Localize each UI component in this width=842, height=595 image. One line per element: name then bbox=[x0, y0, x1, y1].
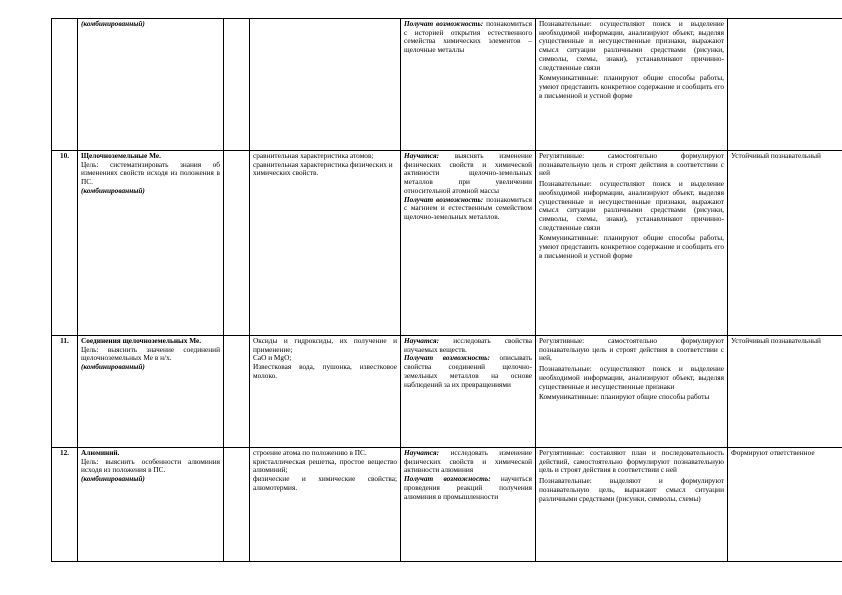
lesson-number: 12. bbox=[52, 448, 78, 562]
result-label: Получат возможность: bbox=[404, 474, 491, 484]
uud-text: самостоятельно формулируют познавательную цель и строят действия в соответствии с ней, bbox=[539, 336, 725, 363]
uud-text: планируют общие способы работы, умеют представить конкретное содержание и сообщить его в письменной и устной форме bbox=[539, 73, 724, 100]
uud-label: Познавательные: bbox=[539, 364, 592, 374]
content-cell bbox=[250, 448, 401, 562]
personal-results-cell bbox=[728, 19, 842, 151]
topic-title: Алюминий. bbox=[81, 448, 120, 457]
personal-results-cell: Устойчивый познавательный bbox=[728, 151, 842, 336]
result-text: исследовать свойства изучаемых веществ. bbox=[404, 336, 532, 354]
uud-label: Познавательные: bbox=[539, 179, 592, 189]
personal-results-cell: Формируют ответственное bbox=[728, 448, 842, 562]
empty-cell bbox=[224, 19, 250, 151]
result-label: Получат возможность: bbox=[404, 194, 484, 204]
topic-goal: Цель: выяснить значение соединений щелочноземельных Ме в н/х. bbox=[81, 344, 220, 363]
lesson-plan-table bbox=[51, 18, 842, 562]
table-row bbox=[52, 19, 842, 151]
topic-cell bbox=[78, 151, 224, 336]
table-row bbox=[52, 151, 842, 336]
content-item: Оксиды и гидроксиды, их получение и применение; bbox=[253, 336, 397, 354]
lesson-type: (комбинированный) bbox=[81, 474, 145, 484]
topic-cell bbox=[78, 336, 224, 448]
empty-cell bbox=[224, 336, 250, 448]
uud-label: Регулятивные: bbox=[539, 336, 585, 345]
uud-cell bbox=[536, 151, 728, 336]
uud-cell bbox=[536, 19, 728, 151]
uud-text: осуществляют поиск и выделение необходимой информации, анализируют объект, выделяя существенные и несущественные признаки bbox=[539, 364, 724, 391]
uud-text: планируют общие способы работы bbox=[600, 392, 710, 402]
uud-cell bbox=[536, 336, 728, 448]
uud-cell bbox=[536, 448, 728, 562]
uud-text: составляют план и последовательность действий, самостоятельно формулируют познавательную цель и строят действия в соответствии с ней bbox=[539, 448, 725, 475]
content-item: CaO и MgO; bbox=[253, 353, 292, 363]
lesson-number: 11. bbox=[52, 336, 78, 448]
content-item: физические и химические свойства; алюмотермия. bbox=[253, 474, 397, 492]
table-row bbox=[52, 448, 842, 562]
uud-label: Коммуникативные: bbox=[539, 392, 599, 402]
topic-cell bbox=[78, 19, 224, 151]
uud-text: осуществляют поиск и выделение необходимой информации, анализируют объект, выделяя существенные и несущественные признаки, выражают смысл ситуации различными средствами (рисунки, символы, схемы, знаки), устанавливают причинно-следственные связи bbox=[539, 179, 724, 232]
uud-text: самостоятельно формулируют познавательную цель и строят действия в соответствии с ней bbox=[539, 151, 725, 178]
result-label: Научатся: bbox=[404, 151, 440, 160]
topic-goal: Цель: выяснить особенности алюминия исходя из положения в ПС. bbox=[81, 456, 220, 475]
topic-goal: Цель: систематизировать знания об изменениях свойств исходя из положения в ПС. bbox=[81, 159, 220, 187]
uud-label: Регулятивные: bbox=[539, 151, 585, 160]
result-text: описывать свойства соединений щелочно-земельных металлов на основе наблюдений за их превращениями bbox=[404, 353, 532, 389]
uud-label: Коммуникативные: bbox=[539, 233, 599, 243]
subject-results-cell bbox=[401, 448, 536, 562]
result-label: Научатся: bbox=[404, 336, 440, 345]
uud-label: Регулятивные: bbox=[539, 448, 585, 457]
content-item: кристаллическая решетка, простое вещество алюминий; bbox=[253, 456, 397, 475]
subject-results-cell bbox=[401, 151, 536, 336]
result-text: научиться проведения реакций получения алюминия в промышленности bbox=[404, 474, 532, 501]
lesson-type: (комбинированный) bbox=[81, 362, 145, 372]
content-cell bbox=[250, 336, 401, 448]
uud-text: планируют общие способы работы, умеют представить конкретное содержание и сообщить его в письменной и устной форме bbox=[539, 233, 724, 260]
result-text: познакомиться с магнием и естественным семейством щелочно-земельных металлов. bbox=[404, 194, 533, 221]
content-item: Известковая вода, пушонка, известковое молоко. bbox=[253, 362, 397, 380]
lesson-type: (комбинированный) bbox=[81, 19, 145, 28]
table-row bbox=[52, 336, 842, 448]
topic-title: Щелочноземельные Ме. bbox=[81, 151, 161, 160]
uud-text: выделяют и формулируют познавательную цель, выражают смысл ситуации различными средствами (рисунки, символы, схемы) bbox=[539, 476, 724, 503]
subject-results-cell bbox=[401, 19, 536, 151]
result-label: Получат возможность: bbox=[404, 19, 484, 28]
uud-text: осуществляют поиск и выделение необходимой информации, анализируют объект, выделяя существенные и несущественные признаки, выражают смысл ситуации различными средствами (рисунки, символы, схемы, знаки), устанавливают причинно-следственные связи bbox=[539, 19, 724, 72]
result-label: Получат возможность: bbox=[404, 353, 490, 363]
empty-cell bbox=[224, 151, 250, 336]
result-text: исследовать изменение физических свойств и химической активности алюминия bbox=[404, 448, 533, 475]
content-item: сравнительная характеристика физических и химических свойств. bbox=[253, 159, 393, 178]
content-cell bbox=[250, 151, 401, 336]
result-text: познакомиться с историей открытия естественного семейства химических элементов – щелочные металлы bbox=[404, 19, 533, 55]
result-label: Научатся: bbox=[404, 448, 440, 457]
result-text: выяснять изменение физических свойств и химической активности щелочно-земельных металлов при увеличении относительной атомной массы bbox=[404, 151, 533, 195]
content-item: строение атома по положению в ПС. bbox=[253, 448, 367, 457]
uud-label: Познавательные: bbox=[539, 19, 592, 28]
lesson-type: (комбинированный) bbox=[81, 185, 145, 195]
content-cell bbox=[250, 19, 401, 151]
empty-cell bbox=[224, 448, 250, 562]
uud-label: Коммуникативные: bbox=[539, 73, 599, 83]
topic-cell bbox=[78, 448, 224, 562]
uud-label: Познавательные: bbox=[539, 476, 592, 486]
content-item: сравнительная характеристика атомов; bbox=[253, 151, 374, 160]
lesson-number bbox=[52, 19, 78, 151]
subject-results-cell bbox=[401, 336, 536, 448]
topic-title: Соединения щелочноземельных Ме. bbox=[81, 336, 202, 345]
personal-results-cell: Устойчивый познавательный bbox=[728, 336, 842, 448]
lesson-number: 10. bbox=[52, 151, 78, 336]
